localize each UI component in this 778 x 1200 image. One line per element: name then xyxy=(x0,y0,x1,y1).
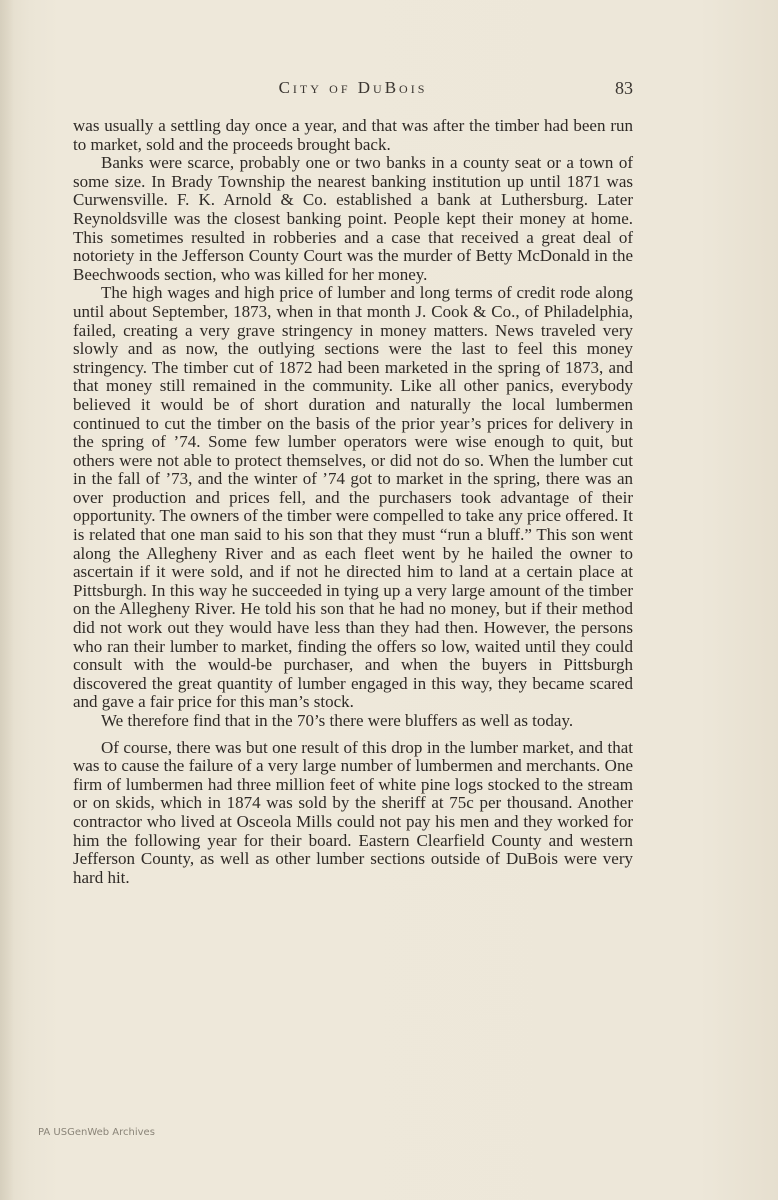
page-number: 83 xyxy=(615,78,633,98)
paragraph-3: The high wages and high price of lumber and long terms of credit rode along until about September, 1873, when in that month J. Cook & Co., of Philadelphia, failed, creating a very grave stringency in money matters. News traveled very slowly and as now, the outlying sections were the last to feel this money stringency. The timber cut of 1872 had been marketed in the spring of 1873, and that money still remained in the community. Like all other panics, everybody believed it would be of short duration and naturally the local lumbermen continued to cut the timber on the basis of the prior year’s prices for delivery in the spring of ’74. Some few lumber operators were wise enough to quit, but others were not able to protect themselves, or did not do so. When the lumber cut in the fall of ’73, and the winter of ’74 got to market in the spring, there was an over production and prices fell, and the purchasers took advantage of their opportunity. The owners of the timber were compelled to take any price offered. It is related that one man said to his son that they must “run a bluff.” This son went along the Allegheny River and as each fleet went by he hailed the owner to ascertain if it were sold, and if not he directed him to land at a certain place at Pittsburgh. In this way he succeeded in tying up a very large amount of the timber on the Allegheny River. He told his son that he had no money, but if their method did not work out they would have less than they had then. However, the persons who ran their lumber to market, finding the offers so low, waited until they could consult with the would-be purchaser, and when the buyers in Pittsburgh discovered the great quantity of lumber engaged in this way, they became scared and gave a fair price for this man’s stock. xyxy=(73,283,633,712)
archive-watermark: PA USGenWeb Archives xyxy=(38,1127,155,1138)
page-spine-shadow xyxy=(0,0,14,1200)
paragraph-4: We therefore find that in the 70’s there were bluffers as well as today. xyxy=(101,711,574,730)
paragraph-1: was usually a settling day once a year, and that was after the timber had been run to market, sold and the proceeds brought back. xyxy=(73,116,633,154)
paragraph-2: Banks were scarce, probably one or two banks in a county seat or a town of some size. In Brady Township the nearest banking institution up until 1871 was Curwensville. F. K. Arnold & Co. established a bank at Luthersburg. Later Reynoldsville was the closest banking point. People kept their money at home. This sometimes resulted in robberies and a case that received a great deal of notoriety in the Jefferson County Court was the murder of Betty McDonald in the Beechwoods section, who was killed for her money. xyxy=(73,153,633,284)
page-header xyxy=(73,76,633,104)
paragraph-5: Of course, there was but one result of this drop in the lumber market, and that was to cause the failure of a very large number of lumbermen and merchants. One firm of lumbermen had three million feet of white pine logs stocked to the stream or on skids, which in 1874 was sold by the sheriff at 75c per thousand. Another contractor who lived at Osceola Mills could not pay his men and they worked for him the following year for their board. Eastern Clearfield County and western Jefferson County, as well as other lumber sections outside of DuBois were very hard hit. xyxy=(73,737,633,887)
body-text xyxy=(73,117,633,887)
running-title: City of DuBois xyxy=(278,78,428,97)
